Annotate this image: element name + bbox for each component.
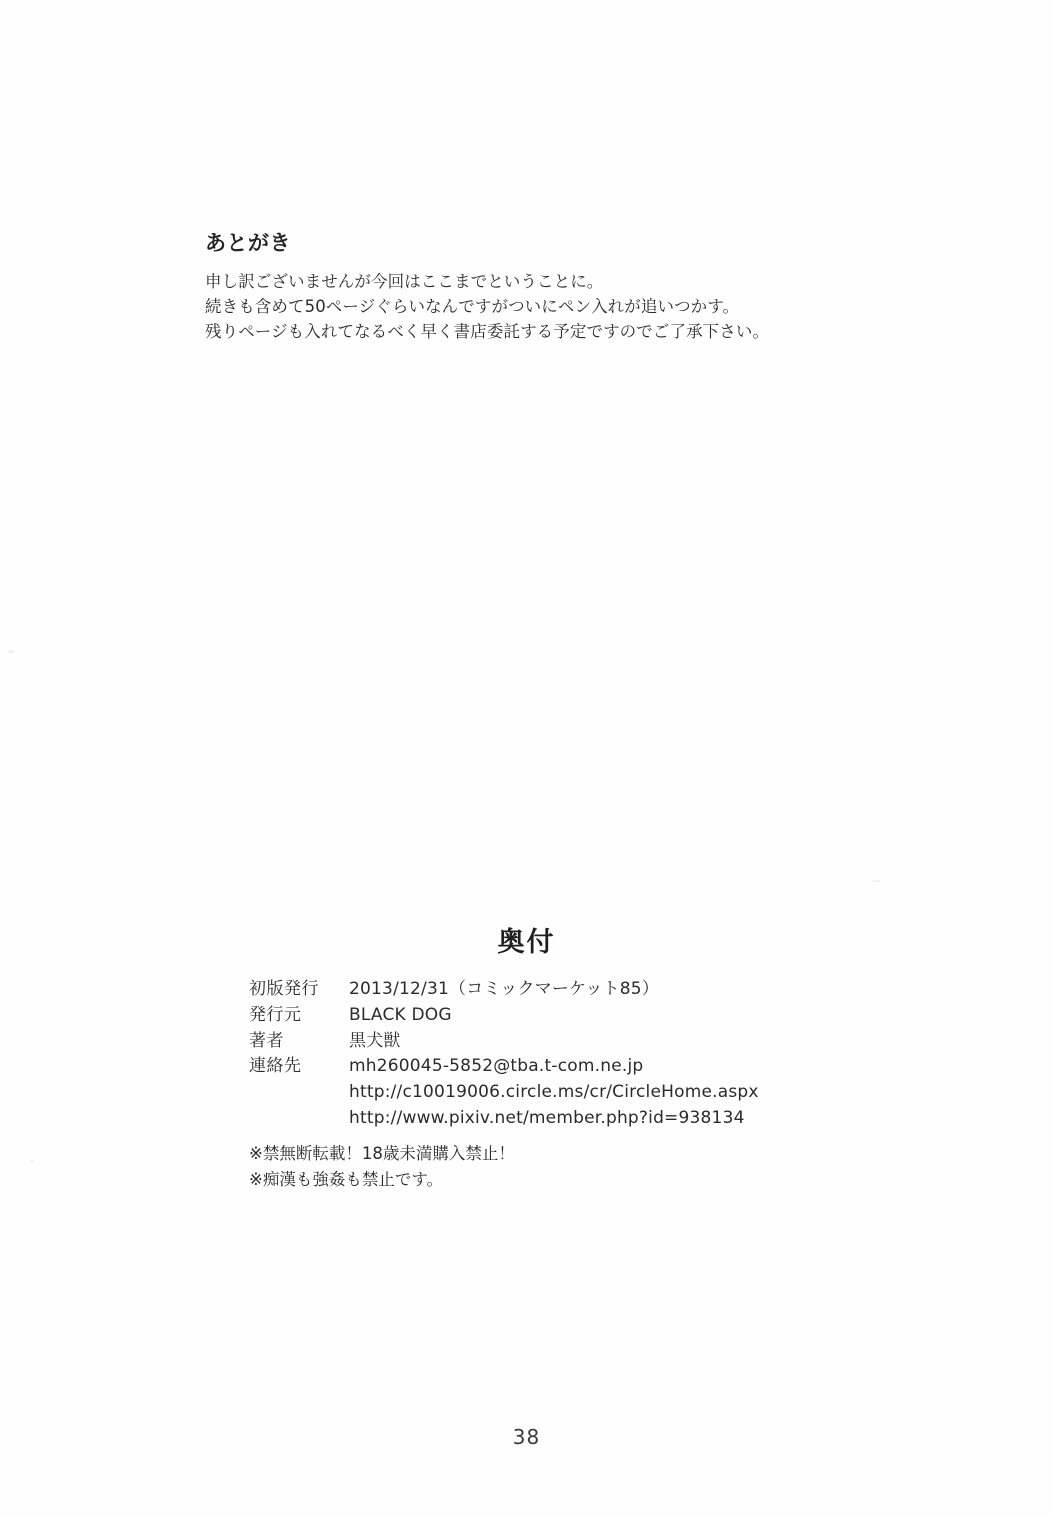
colophon-row-value: 2013/12/31（コミックマーケット85） (349, 979, 660, 999)
afterword-body (205, 269, 905, 344)
notice-line: ※痴漢も強姦も禁止です。 (249, 1169, 444, 1189)
colophon-row-label: 発行元 (249, 1004, 302, 1025)
colophon-row-label: 著者 (249, 1030, 284, 1051)
afterword-section (205, 232, 905, 344)
page-number: 38 (512, 1425, 541, 1449)
colophon-row-value: BLACK DOG (349, 1004, 452, 1025)
colophon-contact-email: mh260045-5852@tba.t-com.ne.jp (349, 1056, 644, 1077)
colophon-title: 奥付 (497, 927, 556, 958)
afterword-title: あとがき (205, 231, 291, 255)
colophon-table (244, 977, 809, 1192)
paper-speck-icon (8, 650, 14, 653)
paper-speck-icon (872, 880, 881, 882)
afterword-line: 続きも含めて50ページぐらいなんですがついにペン入れが追いつかす。 (205, 297, 740, 317)
colophon-section (0, 920, 1053, 1192)
afterword-line: 申し訳ございませんが今回はここまでということに。 (205, 272, 604, 292)
colophon-row-value: 黒犬獣 (349, 1030, 401, 1051)
colophon-row (249, 1003, 809, 1029)
colophon-row (249, 977, 809, 1003)
colophon-circle-url[interactable]: http://c10019006.circle.ms/cr/CircleHome.aspx (349, 1082, 759, 1103)
afterword-line: 残りページも入れてなるべく早く書店委託する予定ですのでご了承下さい。 (205, 322, 770, 342)
colophon-row-label: 初版発行 (249, 979, 319, 999)
colophon-notices (249, 1141, 809, 1192)
notice-line: ※禁無断転載！18歳未満購入禁止！ (249, 1143, 515, 1163)
colophon-row-label: 連絡先 (249, 1056, 302, 1077)
colophon-pixiv-url[interactable]: http://www.pixiv.net/member.php?id=938134 (349, 1108, 745, 1129)
colophon-row (249, 1054, 809, 1080)
colophon-row (249, 1029, 809, 1055)
